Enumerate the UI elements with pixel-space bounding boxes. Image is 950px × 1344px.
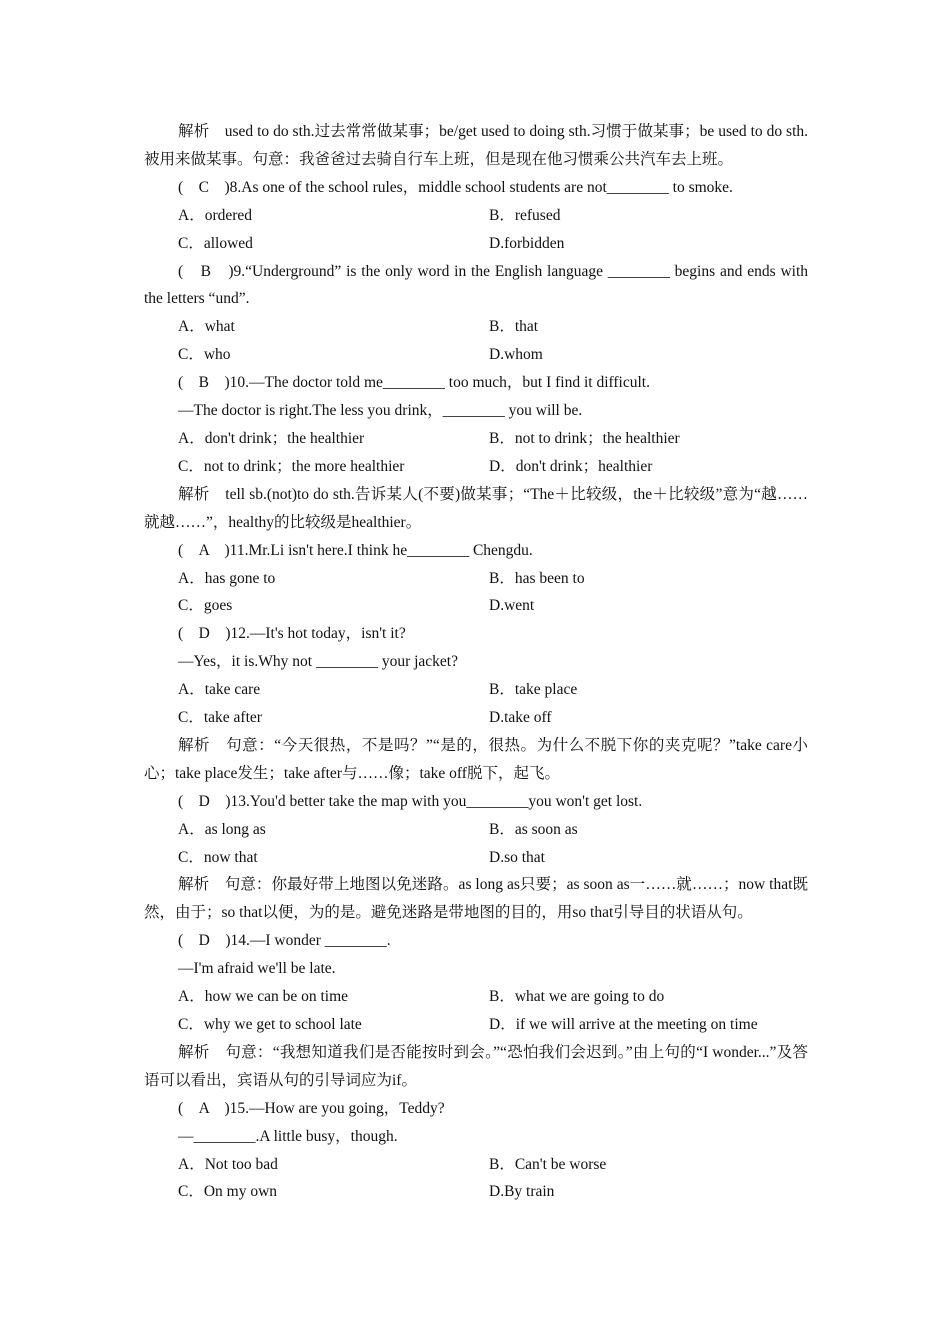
question-line: ( B )10.—The doctor told me________ too much，but I find it difficult. (178, 374, 650, 392)
question-line: ( D )14.—I wonder ________. (178, 932, 391, 950)
answer-options-row (144, 844, 808, 872)
option-right: D.whom (489, 346, 543, 364)
answer-options-row (144, 230, 808, 258)
question-line: —I'm afraid we'll be late. (178, 960, 336, 978)
option-left: C．goes (178, 597, 233, 615)
option-left: C．allowed (178, 234, 253, 252)
answer-options-row (144, 816, 808, 844)
question-line: ( C )8.As one of the school rules，middle school students are not________ to smoke. (178, 178, 733, 196)
question-line: —Yes，it is.Why not ________ your jacket? (178, 653, 458, 671)
answer-options-row (144, 341, 808, 369)
option-left: C．not to drink；the more healthier (178, 457, 405, 475)
document-page (144, 118, 812, 1206)
answer-options-row (144, 565, 808, 593)
explanation-paragraph: 解析 句意：“今天很热，不是吗？”“是的，很热。为什么不脱下你的夹克呢？”take care小心；take place发生；take after与……像；take off脱下，起飞。 (144, 736, 808, 782)
question-line: —The doctor is right.The less you drink，________ you will be. (178, 402, 583, 420)
option-right: D．if we will arrive at the meeting on time (489, 1016, 758, 1033)
option-left: C．On my own (178, 1183, 278, 1201)
option-right: D．don't drink；healthier (489, 457, 653, 475)
answer-options-row (144, 1011, 808, 1039)
option-left: C．take after (178, 709, 262, 727)
option-right: D.so that (489, 848, 545, 866)
answer-options-row (144, 202, 808, 230)
explanation-paragraph: 解析 句意：“我想知道我们是否能按时到会。”“恐怕我们会迟到。”由上句的“I wonder...”及答语可以看出，宾语从句的引导词应为if。 (144, 1043, 808, 1089)
option-left: A．how we can be on time (178, 988, 349, 1006)
answer-options-row (144, 453, 808, 481)
option-left: C．now that (178, 848, 258, 866)
document-body (144, 118, 812, 1206)
option-right: B．that (489, 318, 539, 336)
option-left: A．take care (178, 681, 261, 699)
question-line: ( D )13.You'd better take the map with you________you won't get lost. (178, 792, 643, 810)
question-line: ( A )15.—How are you going，Teddy? (178, 1099, 445, 1117)
answer-options-row (144, 313, 808, 341)
option-left: C．why we get to school late (178, 1016, 362, 1033)
explanation-paragraph: 解析 used to do sth.过去常常做某事；be/get used to doing sth.习惯于做某事；be used to do sth.被用来做某事。句意：我爸爸过去骑自行车上班，但是现在他习惯乘公共汽车去上班。 (144, 123, 808, 168)
option-left: C．who (178, 346, 231, 364)
option-right: D.forbidden (489, 234, 565, 252)
answer-options-row (144, 1151, 808, 1179)
option-left: A．ordered (178, 206, 253, 224)
option-right: B．refused (489, 206, 561, 224)
option-right: B．take place (489, 681, 578, 699)
answer-options-row (144, 983, 808, 1011)
question-line: —________.A little busy，though. (178, 1127, 398, 1145)
option-right: B．what we are going to do (489, 988, 665, 1006)
option-left: A．has gone to (178, 569, 276, 587)
option-left: A．Not too bad (178, 1155, 278, 1173)
answer-options-row (144, 425, 808, 453)
option-right: D.By train (489, 1183, 555, 1201)
question-line: ( A )11.Mr.Li isn't here.I think he________ Chengdu. (178, 541, 533, 559)
option-right: B．not to drink；the healthier (489, 429, 680, 447)
option-right: D.take off (489, 709, 552, 727)
answer-options-row (144, 704, 808, 732)
question-line: ( D )12.—It's hot today，isn't it? (178, 625, 406, 643)
question-line: ( B )9.“Underground” is the only word in the English language ________ begins and ends with the letters “und”. (144, 262, 812, 308)
option-left: A．don't drink；the healthier (178, 429, 365, 447)
option-right: D.went (489, 597, 535, 615)
answer-options-row (144, 676, 808, 704)
option-right: B．Can't be worse (489, 1155, 607, 1173)
explanation-paragraph: 解析 句意：你最好带上地图以免迷路。as long as只要；as soon as一……就……；now that既然，由于；so that以便，为的是。避免迷路是带地图的目的，用so that引导目的状语从句。 (144, 876, 808, 922)
option-left: A．what (178, 318, 235, 336)
answer-options-row (144, 592, 808, 620)
option-right: B．as soon as (489, 820, 578, 838)
option-right: B．has been to (489, 569, 585, 587)
answer-options-row (144, 1178, 808, 1206)
option-left: A．as long as (178, 820, 266, 838)
explanation-paragraph: 解析 tell sb.(not)to do sth.告诉某人(不要)做某事；“The＋比较级，the＋比较级”意为“越……就越……”，healthy的比较级是healthier。 (144, 485, 808, 531)
